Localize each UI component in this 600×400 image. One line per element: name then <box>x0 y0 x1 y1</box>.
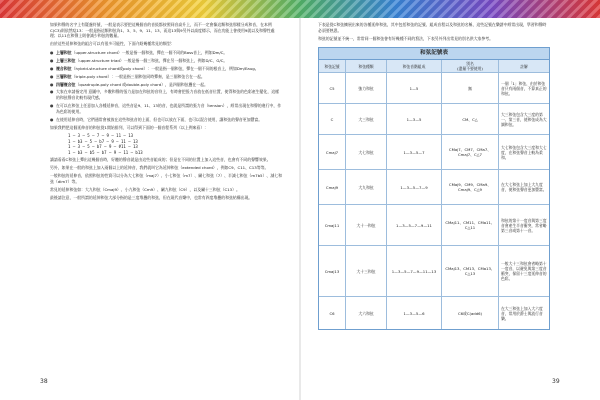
bullet-icon: ● <box>50 81 54 87</box>
chord-type: 大六和弦 <box>346 297 387 329</box>
chord-type: 大九和弦 <box>346 170 387 204</box>
bullet-text: （upper-structure chord）一般是指一個和弦，彈在一個不同的Bass音上，例如Dm/C。 <box>71 49 228 55</box>
page-gutter <box>299 18 301 400</box>
body-paragraph: 如果我們把這個延伸音的和弦從1開始排列，可以得到下面的一個音程系列（以上例來看）： <box>50 124 209 130</box>
bullet-term: 三層和弦 <box>56 73 72 79</box>
bullet-text: 在使用延伸音時，它們通常會被放在這些和弦音的上面，但也可以放在下面，也可以混合使用，讓和弦的聲音更加豐富。 <box>56 116 263 122</box>
chord-note: 一個「1」和弦，由於和弦音只有兩個音，不算真正的和弦。 <box>501 80 547 96</box>
table-row <box>319 246 549 297</box>
chord-note: 大三和弦包含大三度的第一、第三音，使和弦成為大調和弦。 <box>501 111 547 127</box>
chord-type: 大七和弦 <box>346 135 387 169</box>
body-paragraph: 常見的延伸和弦如：大九和弦（Cmaj9）、小九和弦（Cm9）、屬九和弦（C9），以及屬十三和弦（C13）。 <box>50 187 240 193</box>
bullet-icon: ● <box>50 116 54 122</box>
chord-alias: CMaj7、CM7、CMa7、Cmaj7、C△7 <box>442 135 499 169</box>
interval-line: 1 — b3 — b5 — b7 — 9 — 11 — b13 <box>68 150 143 156</box>
chord-degrees: 1—3—5 <box>387 104 442 134</box>
table-title: 和弦記號表 <box>319 48 549 60</box>
chord-degrees: 1—3—5—7 <box>387 135 442 169</box>
chord-alias: CM、C△ <box>442 104 499 134</box>
chord-note: 在大七和弦上加上大九度音，使和弦聲音更加豐富。 <box>501 182 547 193</box>
bullet-item <box>50 50 282 56</box>
chord-alias: C6或C(add6) <box>442 297 499 329</box>
bullet-item <box>50 89 282 100</box>
chord-note: 和弦的第十一度音與第三度音會產生半音衝突，常省略第三音或第十一音。 <box>501 217 547 233</box>
bullet-item <box>50 58 282 64</box>
bullet-text: （quadruple-poly chord 或double-poly chord），是四個和弦疊在一起。 <box>75 81 208 87</box>
interval-line: 1 — 3 — 5 — b7 — 9 — #11 — 13 <box>68 144 138 150</box>
header-cell: 註解 <box>520 63 528 69</box>
header-cell: 和弦種類 <box>346 60 387 72</box>
bullet-item <box>50 74 282 80</box>
chord-note: 在大三和弦上加入大六度音，常用於爵士與流行音樂。 <box>501 305 543 321</box>
intro-paragraph: 如果和聲的名字上有疑慮符號，一般是表示要把這幾個音的音級都按照同音高升上，而不一定會像這類和弦那樣分成和音，在本例C(C3)則依然唸13：一般是指這類和弦為1、3、5、9、11、13，而這13與9另外以高度標示，而在功能上會使用9就以及和聲性處理；以11在和聲上則會減少和弦的數量。 <box>50 22 275 39</box>
header-cell: 和弦音階組成 <box>387 60 442 72</box>
bullet-icon: ● <box>50 89 54 95</box>
chord-symbol: Cmaj13 <box>319 246 346 296</box>
bullet-icon: ● <box>50 103 54 109</box>
chord-degrees: 1—3—5—6 <box>387 297 442 329</box>
chord-symbol-table <box>318 47 550 330</box>
chord-alias: CMaj13、CM13、CMa13、C△13 <box>442 246 499 296</box>
chord-symbol: C5 <box>319 73 346 103</box>
bullet-item <box>50 82 282 88</box>
bullet-term: 上層和弦 <box>56 49 72 55</box>
bullet-item <box>50 103 282 114</box>
bullet-icon: ● <box>50 65 54 71</box>
table-row <box>319 73 549 104</box>
table-row <box>319 170 549 205</box>
table-row <box>319 297 549 329</box>
chord-type: 大十三和弦 <box>346 246 387 296</box>
page-number-right: 39 <box>552 378 560 385</box>
header-cell: 別名 (盡量不要使用) <box>442 60 499 72</box>
page-number-left: 38 <box>40 378 48 385</box>
bullet-term: 上層三和弦 <box>56 57 76 63</box>
body-paragraph: 讀請看看C和弦上彈出這幾個音時，好聽的聲音就是由這些音組成的；但是在不同的位置上加入這些音，也會有不同的聲響效果。 <box>50 157 271 162</box>
bullet-item <box>50 66 282 72</box>
chord-type: 大十一和弦 <box>346 205 387 245</box>
chord-alias: CMaj11、CM11、CMa11、C△11 <box>442 205 499 245</box>
bullet-text: 在可以在和弦上任意加入各種延伸音，這些音是9、11、13的音，也就是所謂的張力音（tension），經常出現在和聲的進行中，作為色彩的使用。 <box>56 103 282 114</box>
body-paragraph: 一般和弦的延伸音，依照和弦的性質可以分為大七和弦（maj7）、小七和弦（m7）、屬七和弦（7）、半減七和弦（m7b5）、減七和弦（dim7）等。 <box>50 173 282 184</box>
interval-sequence <box>68 133 282 156</box>
bullet-icon: ● <box>50 73 54 79</box>
chord-symbol: Cmaj7 <box>319 135 346 169</box>
bullet-term: 複合和弦 <box>56 65 72 71</box>
interval-line: 1 — 3 — 5 — 7 — 9 — 11 — 13 <box>68 132 134 138</box>
chord-degrees: 1—3—5—7—9—11—13 <box>387 246 442 296</box>
chord-symbol: C <box>319 104 346 134</box>
intro-paragraph: 和弦的記號並不統一，常常同一個和弦會有好幾種不同的寫法，下表另外列出常見的別名供大家參考。 <box>318 35 494 41</box>
table-row <box>319 135 549 170</box>
bullet-text: 大家在申請指定用 意圖中，多數和聲的張力是加在和弦的音符上，有時會把張力音放在低音位置，使得和弦的色彩產生變化，這樣的和弦聲音比較有現代感。 <box>56 89 279 101</box>
chord-degrees: 1—3—5—7—9—11 <box>387 205 442 245</box>
bullet-icon: ● <box>50 57 54 63</box>
bullet-item <box>50 117 282 123</box>
left-page <box>50 22 282 374</box>
bullet-text: （hybrid-structure chord或poly chord）：一般是指一個和弦，彈在一個不同的根音上，例如Dm/Eaug。 <box>71 65 259 71</box>
chord-type: 強力和弦 <box>346 73 387 103</box>
header-cell: 和弦記號 <box>319 60 346 72</box>
bullet-icon: ● <box>50 49 54 55</box>
bullet-text: （triple-poly chord）：一般是指三個和弦同時彈奏，是三個和弦合在一起。 <box>71 73 205 79</box>
chord-symbol: Cmaj11 <box>319 205 346 245</box>
chord-alias: CMaj9、CM9、CMa9、Cmaj9、C△9 <box>442 170 499 204</box>
chord-type: 大三和弦 <box>346 104 387 134</box>
chord-note: 大七和弦包含大三度和大七度，在和弦聲音上較為柔和。 <box>501 144 547 160</box>
bullet-term: 四層複合弦 <box>56 81 76 87</box>
intro-paragraph: 由於這些延伸和弦的組合可以有很多可能性，下面介紹幾種常見的類型： <box>50 41 175 47</box>
right-page <box>318 22 550 374</box>
table-header-row <box>319 60 549 73</box>
bullet-text: （upper-structure triad）一般是指一個三和弦，彈在另一個和弦上，例如D/C、G/C。 <box>75 57 228 63</box>
chord-degrees: 1—5 <box>387 73 442 103</box>
table-row <box>319 205 549 246</box>
intro-paragraph: 下表是從C和弦擴展出來的各種延伸和弦，其中包括和弦的記號、組成音程以及和弦的名稱，這些記號在樂譜中經常出現，學習和聲時必須要熟悉。 <box>318 22 547 33</box>
body-paragraph: 最後請注意，一般所謂的延伸和弦大部分指的是三度堆疊的和弦，但在現代音樂中，也常有四度堆疊的和弦結構出現。 <box>50 195 253 201</box>
interval-line: 1 — b3 — 5 — b7 — 9 — 11 — 13 <box>68 138 138 144</box>
body-paragraph: 另外，如果在一般的和弦上加入兩個以上的延伸音，我們就叫它為延伸和弦（extended chord），例如C9、C11、C13等等。 <box>50 165 269 171</box>
chord-symbol: C6 <box>319 297 346 329</box>
chord-alias: 無 <box>442 73 499 103</box>
chord-symbol: Cmaj9 <box>319 170 346 204</box>
chord-note: 一般大十三和弦會省略第十一度音，以避免與第三度音衝突，保留十三度延伸音的色彩。 <box>501 261 547 282</box>
decorative-header-banner <box>0 0 600 18</box>
chord-degrees: 1—3—5—7—9 <box>387 170 442 204</box>
table-row <box>319 104 549 135</box>
